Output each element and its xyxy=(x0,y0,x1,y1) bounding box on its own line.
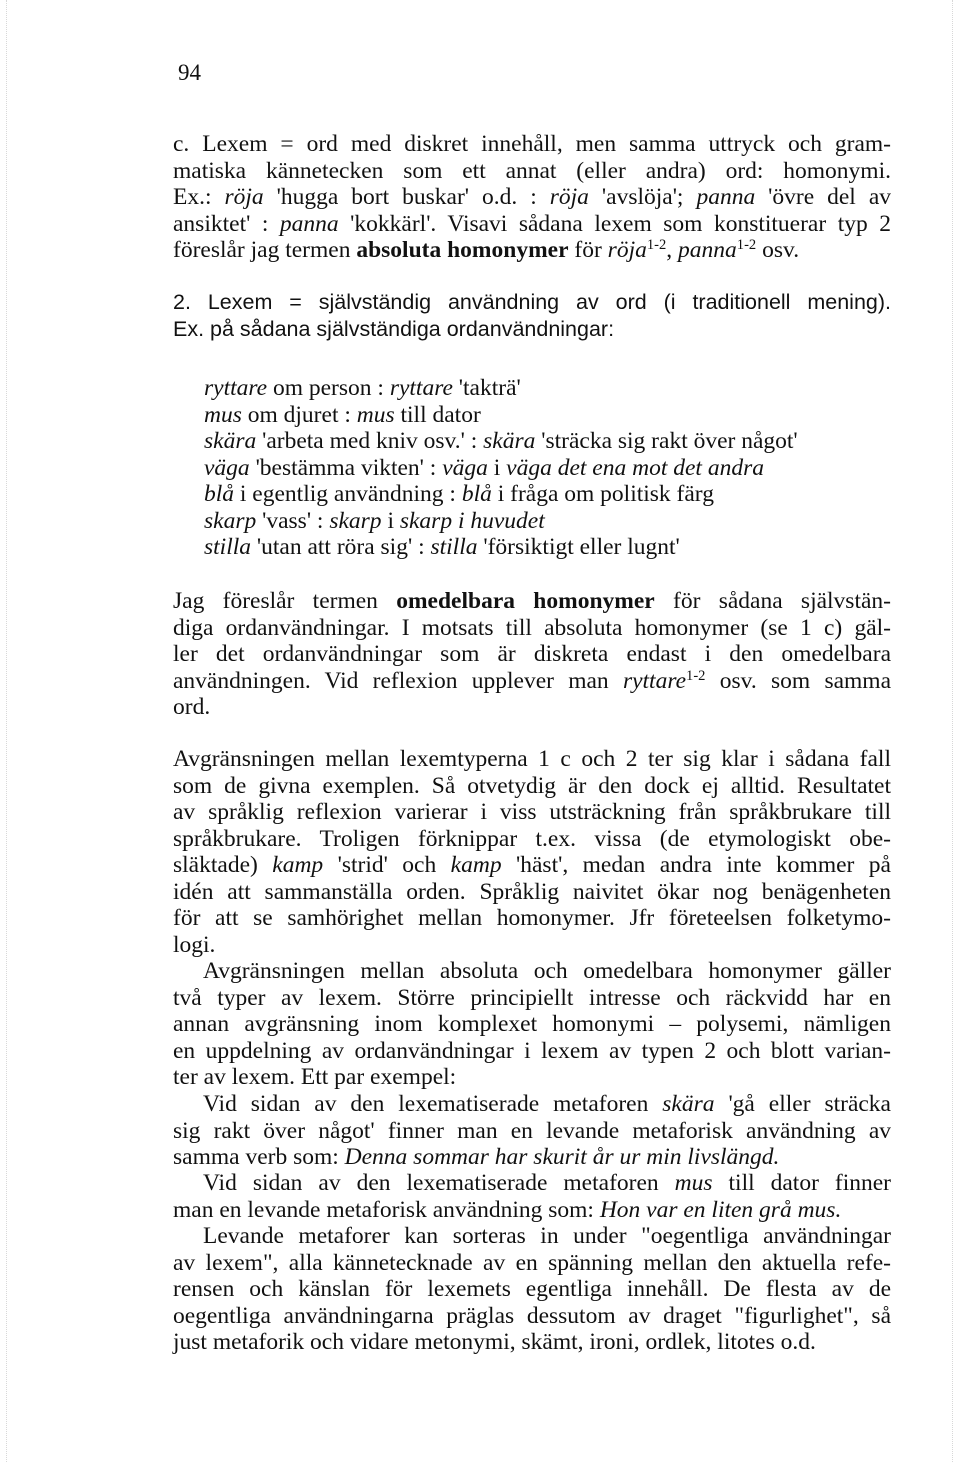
text-line: annan avgränsning inom komplexet homonymi – polysemi, nämligen xyxy=(173,1011,891,1037)
section-2-heading xyxy=(173,289,891,342)
text-line: Vid sidan av den lexematiserade metaforen mus till dator finner xyxy=(203,1170,892,1196)
scan-edge-left xyxy=(6,0,8,1462)
text-line: Ex.: röja 'hugga bort buskar' o.d. : röja 'avslöja'; panna 'övre del av xyxy=(173,184,891,210)
text-line: av lexem", alla kännetecknade av en spänning mellan den aktuella refe- xyxy=(173,1249,891,1276)
text-line: just metaforik och vidare metonymi, skämt, ironi, ordlek, litotes o.d. xyxy=(173,1329,816,1355)
text-line: diga ordanvändningar. I motsats till absoluta homonymer (se 1 c) gäl- xyxy=(173,614,891,641)
text-line: ansiktet' : panna 'kokkärl'. Visavi sådana lexem som konstituerar typ 2 xyxy=(173,210,892,237)
text-line: 2. Lexem = självständig användning av ord (i traditionell mening). xyxy=(173,290,891,314)
text-line: Ex. på sådana självständiga ordanvändningar: xyxy=(173,316,615,341)
example-item: skära 'arbeta med kniv osv.' : skära 'sträcka sig rakt över något' xyxy=(204,428,798,454)
paragraph-skara-example xyxy=(173,1091,891,1171)
text-line: två typer av lexem. Större principiellt intresse och räckvidd har en xyxy=(173,984,891,1011)
text-line: idén att sammanställa orden. Språklig naivitet ökar nog benägenheten xyxy=(173,878,891,905)
text-line: användningen. Vid reflexion upplever man ryttare$^{1-2}$ osv. som samma xyxy=(173,667,892,694)
example-item: väga 'bestämma vikten' : väga i väga det ena mot det andra xyxy=(204,454,764,481)
text-line: oegentliga användningarna präglas dessutom av draget "figurlighet", så xyxy=(173,1302,891,1329)
text-line: rensen och känslan för lexemets egentliga innehåll. De flesta av de xyxy=(173,1276,891,1302)
paragraph-mus-example xyxy=(173,1170,891,1223)
example-item: ryttare om person : ryttare 'takträ' xyxy=(204,375,521,401)
text-line: sig rakt över något' finner man en levande metaforisk användning av xyxy=(173,1117,891,1144)
paragraph-levande-metaforer xyxy=(173,1223,891,1356)
text-line: ord. xyxy=(173,694,211,720)
scan-edge-right xyxy=(952,0,954,1462)
example-item: skarp 'vass' : skarp i skarp i huvudet xyxy=(204,507,545,534)
text-line: som de givna exemplen. Så otvetydig är den dock ej alltid. Resultatet xyxy=(173,772,891,799)
text-line: språkbrukare. Troligen förknippar t.ex. vissa (de etymologiskt obe- xyxy=(173,825,891,852)
text-line: Vid sidan av den lexematiserade metaforen skära 'gå eller sträcka xyxy=(203,1091,891,1117)
text-line: Avgränsningen mellan absoluta och omedelbara homonymer gäller xyxy=(203,958,891,984)
text-line: logi. xyxy=(173,931,216,958)
text-line: ter av lexem. Ett par exempel: xyxy=(173,1064,457,1090)
text-line: av språklig reflexion varierar i viss utsträckning från språkbrukare till xyxy=(173,799,891,825)
text-line: släktade) kamp 'strid' och kamp 'häst', medan andra inte kommer på xyxy=(173,852,891,878)
text-line: Jag föreslår termen omedelbara homonymer för sådana självstän- xyxy=(173,588,891,614)
text-line: matiska kännetecken som ett annat (eller andra) ord: homonymi. xyxy=(173,157,891,184)
paragraph-avgransning-2 xyxy=(173,958,891,1091)
text-line: c. Lexem = ord med diskret innehåll, men samma uttryck och gram- xyxy=(173,131,891,157)
paragraph-avgransning-1 xyxy=(173,746,891,958)
example-item: stilla 'utan att röra sig' : stilla 'försiktigt eller lugnt' xyxy=(204,534,680,560)
text-line: man en levande metaforisk användning som: Hon var en liten grå mus. xyxy=(173,1196,842,1223)
page-number: 94 xyxy=(178,60,201,85)
example-item: mus om djuret : mus till dator xyxy=(204,401,481,428)
text-line: ler det ordanvändningar som är diskreta endast i den omedelbara xyxy=(173,641,891,667)
text-line: Avgränsningen mellan lexemtyperna 1 c och 2 ter sig klar i sådana fall xyxy=(173,746,891,772)
text-line: Levande metaforer kan sorteras in under "oegentliga användningar xyxy=(203,1223,891,1249)
text-line: en uppdelning av ordanvändningar i lexem av typen 2 och blott varian- xyxy=(173,1037,891,1064)
text-line: för att se samhörighet mellan homonymer. Jfr företeelsen folketymo- xyxy=(173,905,891,931)
paragraph-omedelbara-homonymer xyxy=(173,588,891,721)
example-item: blå i egentlig användning : blå i fråga om politisk färg xyxy=(204,481,714,507)
text-line: samma verb som: Denna sommar har skurit år ur min livslängd. xyxy=(173,1144,780,1170)
text-line: föreslår jag termen absoluta homonymer för röja$^{1-2}$, panna$^{1-2}$ osv. xyxy=(173,237,800,263)
example-list xyxy=(204,375,864,561)
section-1c xyxy=(173,131,891,264)
